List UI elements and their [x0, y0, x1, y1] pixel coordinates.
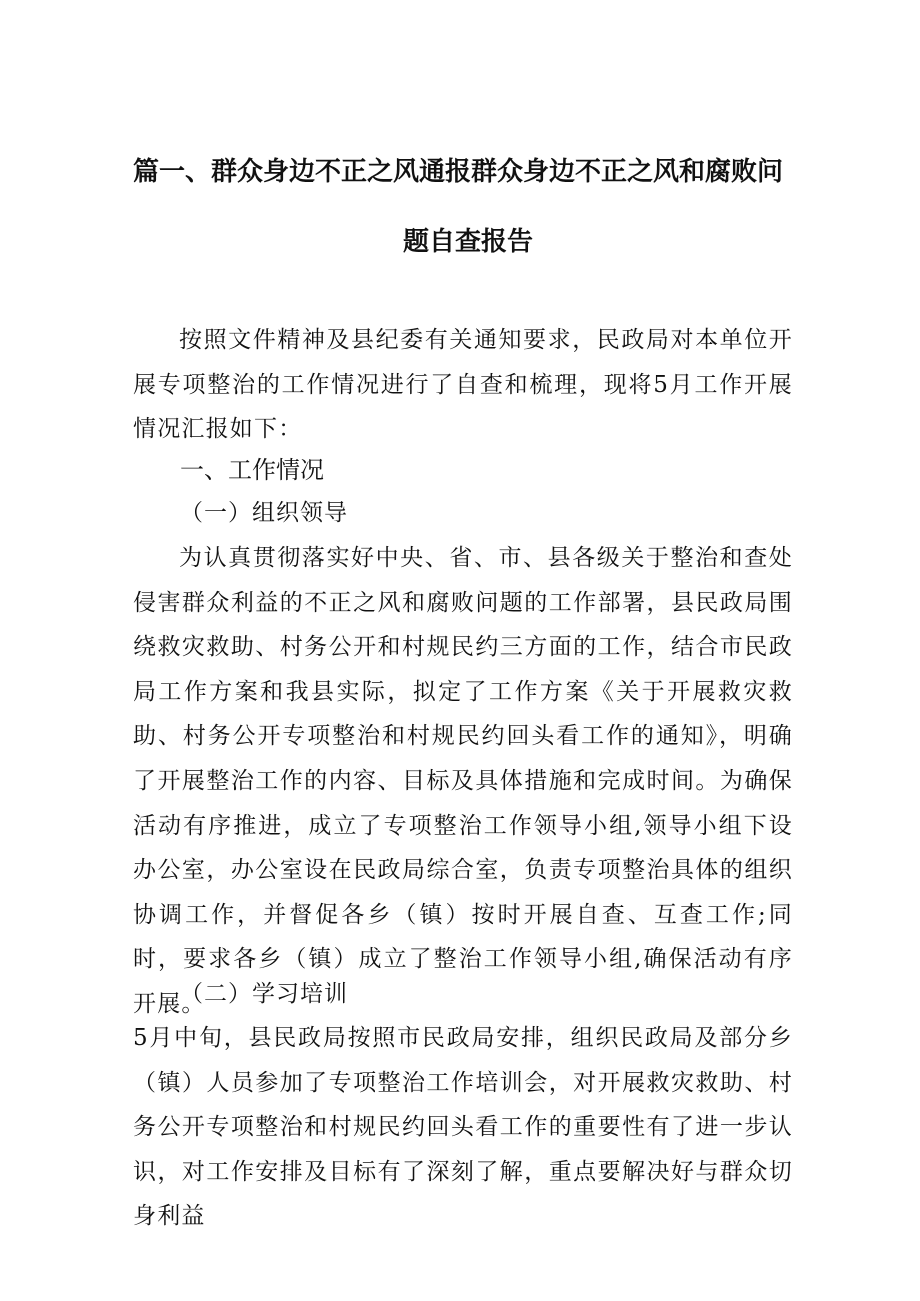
intro-paragraph: 按照文件精神及县纪委有关通知要求，民政局对本单位开展专项整治的工作情况进行了自查和梳理，现将5月工作开展情况汇报如下： — [133, 327, 793, 443]
document-title-line-2: 题自查报告 — [403, 227, 534, 257]
document-title-line-1: 篇一、群众身边不正之风通报群众身边不正之风和腐败问 — [133, 157, 784, 187]
subsection-heading-organization: （一）组织领导 — [180, 500, 348, 526]
training-paragraph: 5月中旬，县民政局按照市民政局安排，组织民政局及部分乡（镇）人员参加了专项整治工作培训会，对开展救灾救助、村务公开专项整治和村规民约回头看工作的重要性有了进一步认识，对工作安排及目标有了深刻了解，重点要解决好与群众切身利益 — [133, 1025, 793, 1230]
organization-paragraph: 为认真贯彻落实好中央、省、市、县各级关于整治和查处侵害群众利益的不正之风和腐败问题的工作部署，县民政局围绕救灾救助、村务公开和村规民约三方面的工作，结合市民政局工作方案和我县实际，拟定了工作方案《关于开展救灾救助、村务公开专项整治和村规民约回头看工作的通知》，明确了开展整治工作的内容、目标及具体措施和完成时间。为确保活动有序推进，成立了专项整治工作领导小组,领导小组下设办公室，办公室设在民政局综合室，负责专项整治具体的组织协调工作，并督促各乡（镇）按时开展自查、互查工作;同时，要求各乡（镇）成立了整治工作领导小组,确保活动有序开展。 — [133, 545, 793, 1017]
subsection-heading-training: （二）学习培训 — [180, 981, 348, 1007]
section-heading-work-status: 一、工作情况 — [180, 456, 324, 484]
